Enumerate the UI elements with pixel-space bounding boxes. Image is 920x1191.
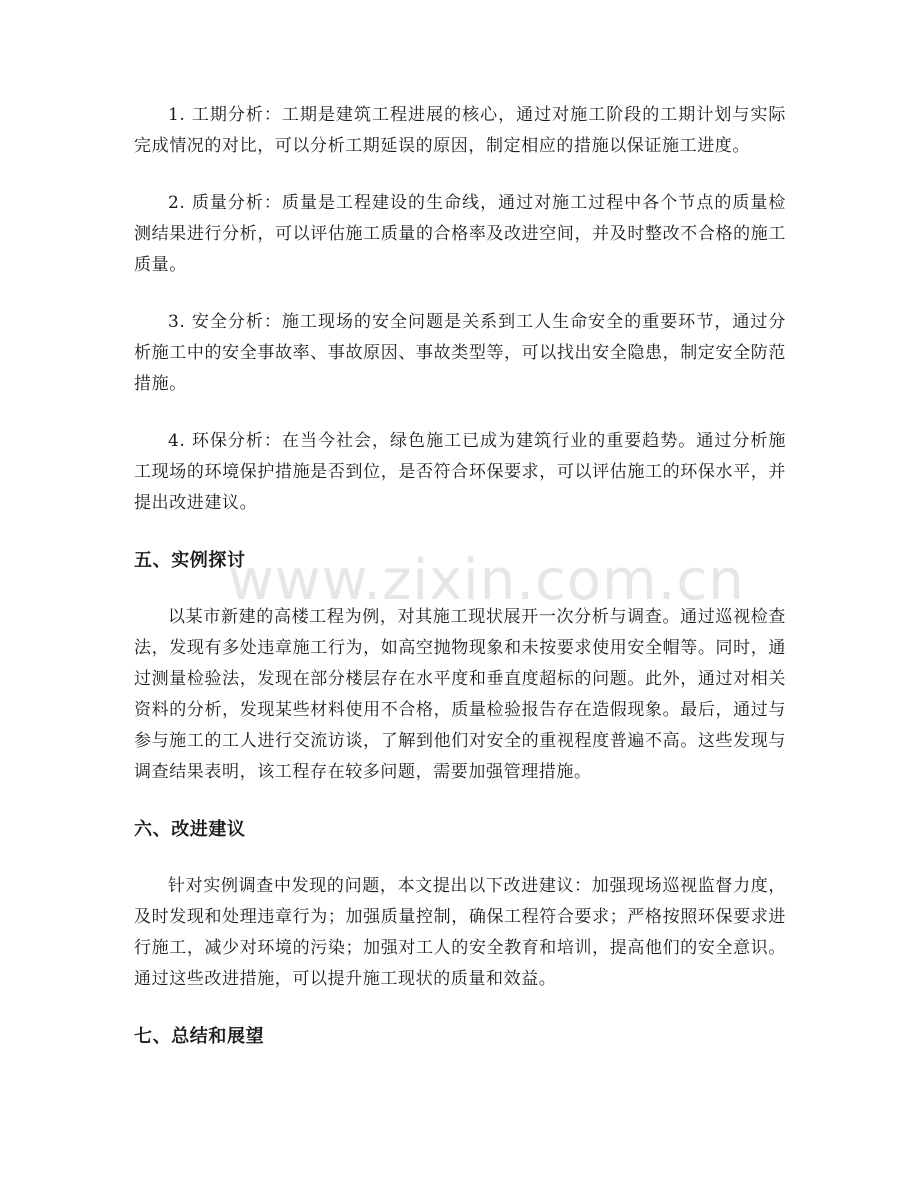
section-heading-case-study: 五、实例探讨 xyxy=(134,550,246,571)
document-body xyxy=(134,100,786,1078)
section-heading-improvements: 六、改进建议 xyxy=(134,819,246,840)
paragraph-improvements: 针对实例调查中发现的问题，本文提出以下改进建议：加强现场巡视监督力度，及时发现和处理违章行为；加强质量控制，确保工程符合要求；严格按照环保要求进行施工，减少对环境的污染；加强对工人的安全教育和培训，提高他们的安全意识。通过这些改进措施，可以提升施工现状的质量和效益。 xyxy=(134,876,786,989)
paragraph-safety-analysis: 3. 安全分析：施工现场的安全问题是关系到工人生命安全的重要环节，通过分析施工中的安全事故率、事故原因、事故类型等，可以找出安全隐患，制定安全防范措施。 xyxy=(134,312,786,394)
paragraph-environment-analysis: 4. 环保分析：在当今社会，绿色施工已成为建筑行业的重要趋势。通过分析施工现场的环境保护措施是否到位，是否符合环保要求，可以评估施工的环保水平，并提出改进建议。 xyxy=(134,431,786,513)
watermark-text: www.zixin.com.cn xyxy=(228,548,745,613)
paragraph-quality-analysis: 2. 质量分析：质量是工程建设的生命线，通过对施工过程中各个节点的质量检测结果进行分析，可以评估施工质量的合格率及改进空间，并及时整改不合格的施工质量。 xyxy=(134,193,786,275)
paragraph-schedule-analysis: 1. 工期分析：工期是建筑工程进展的核心，通过对施工阶段的工期计划与实际完成情况的对比，可以分析工期延误的原因，制定相应的措施以保证施工进度。 xyxy=(134,105,786,156)
paragraph-case-study: 以某市新建的高楼工程为例，对其施工现状展开一次分析与调查。通过巡视检查法，发现有多处违章施工行为，如高空抛物现象和未按要求使用安全帽等。同时，通过测量检验法，发现在部分楼层存在水平度和垂直度超标的问题。此外，通过对相关资料的分析，发现某些材料使用不合格，质量检验报告存在造假现象。最后，通过与参与施工的工人进行交流访谈，了解到他们对安全的重视程度普遍不高。这些发现与调查结果表明，该工程存在较多问题，需要加强管理措施。 xyxy=(134,607,786,782)
section-heading-summary: 七、总结和展望 xyxy=(134,1026,265,1047)
